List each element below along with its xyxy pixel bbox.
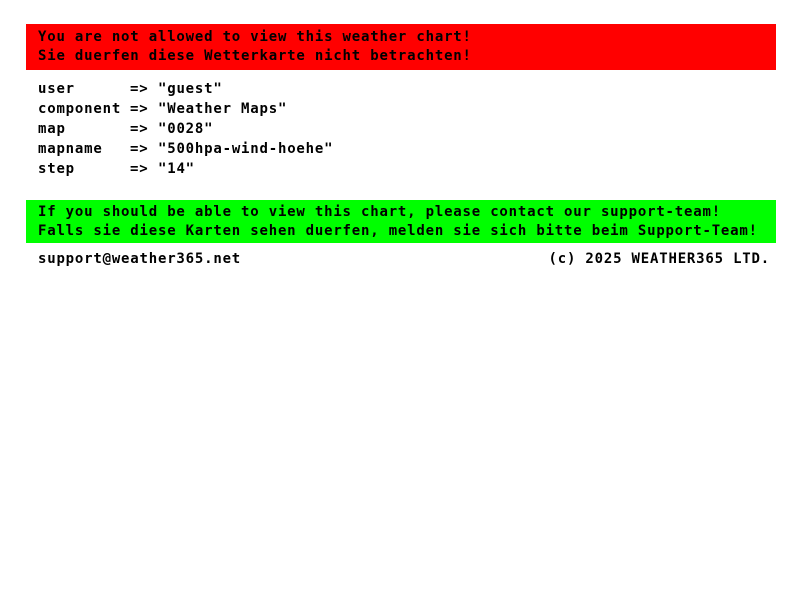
support-email: support@weather365.net — [38, 251, 242, 267]
detail-row-component — [38, 99, 333, 119]
detail-row-mapname — [38, 139, 333, 159]
support-line-en: If you should be able to view this chart, please contact our support-team! — [38, 204, 721, 220]
error-banner — [26, 24, 776, 70]
detail-key: mapname — [38, 141, 103, 157]
arrow-glyph: => — [130, 101, 149, 117]
detail-value: "14" — [158, 161, 195, 177]
detail-value: "guest" — [158, 81, 223, 97]
detail-row-step — [38, 159, 333, 179]
arrow-glyph: => — [130, 161, 149, 177]
arrow-glyph: => — [130, 121, 149, 137]
arrow-glyph: => — [130, 81, 149, 97]
support-line-de: Falls sie diese Karten sehen duerfen, melden sie sich bitte beim Support-Team! — [38, 223, 758, 239]
copyright-text: (c) 2025 WEATHER365 LTD. — [548, 251, 770, 267]
detail-value: "0028" — [158, 121, 214, 137]
detail-key: component — [38, 101, 122, 117]
detail-key: step — [38, 161, 75, 177]
arrow-glyph: => — [130, 141, 149, 157]
detail-row-user — [38, 79, 333, 99]
footer — [38, 251, 770, 267]
request-details-list — [38, 79, 333, 179]
detail-key: map — [38, 121, 66, 137]
detail-value: "Weather Maps" — [158, 101, 288, 117]
error-line-de: Sie duerfen diese Wetterkarte nicht betrachten! — [38, 48, 472, 64]
detail-key: user — [38, 81, 75, 97]
detail-value: "500hpa-wind-hoehe" — [158, 141, 334, 157]
error-line-en: You are not allowed to view this weather chart! — [38, 29, 472, 45]
support-banner — [26, 200, 776, 243]
detail-row-map — [38, 119, 333, 139]
